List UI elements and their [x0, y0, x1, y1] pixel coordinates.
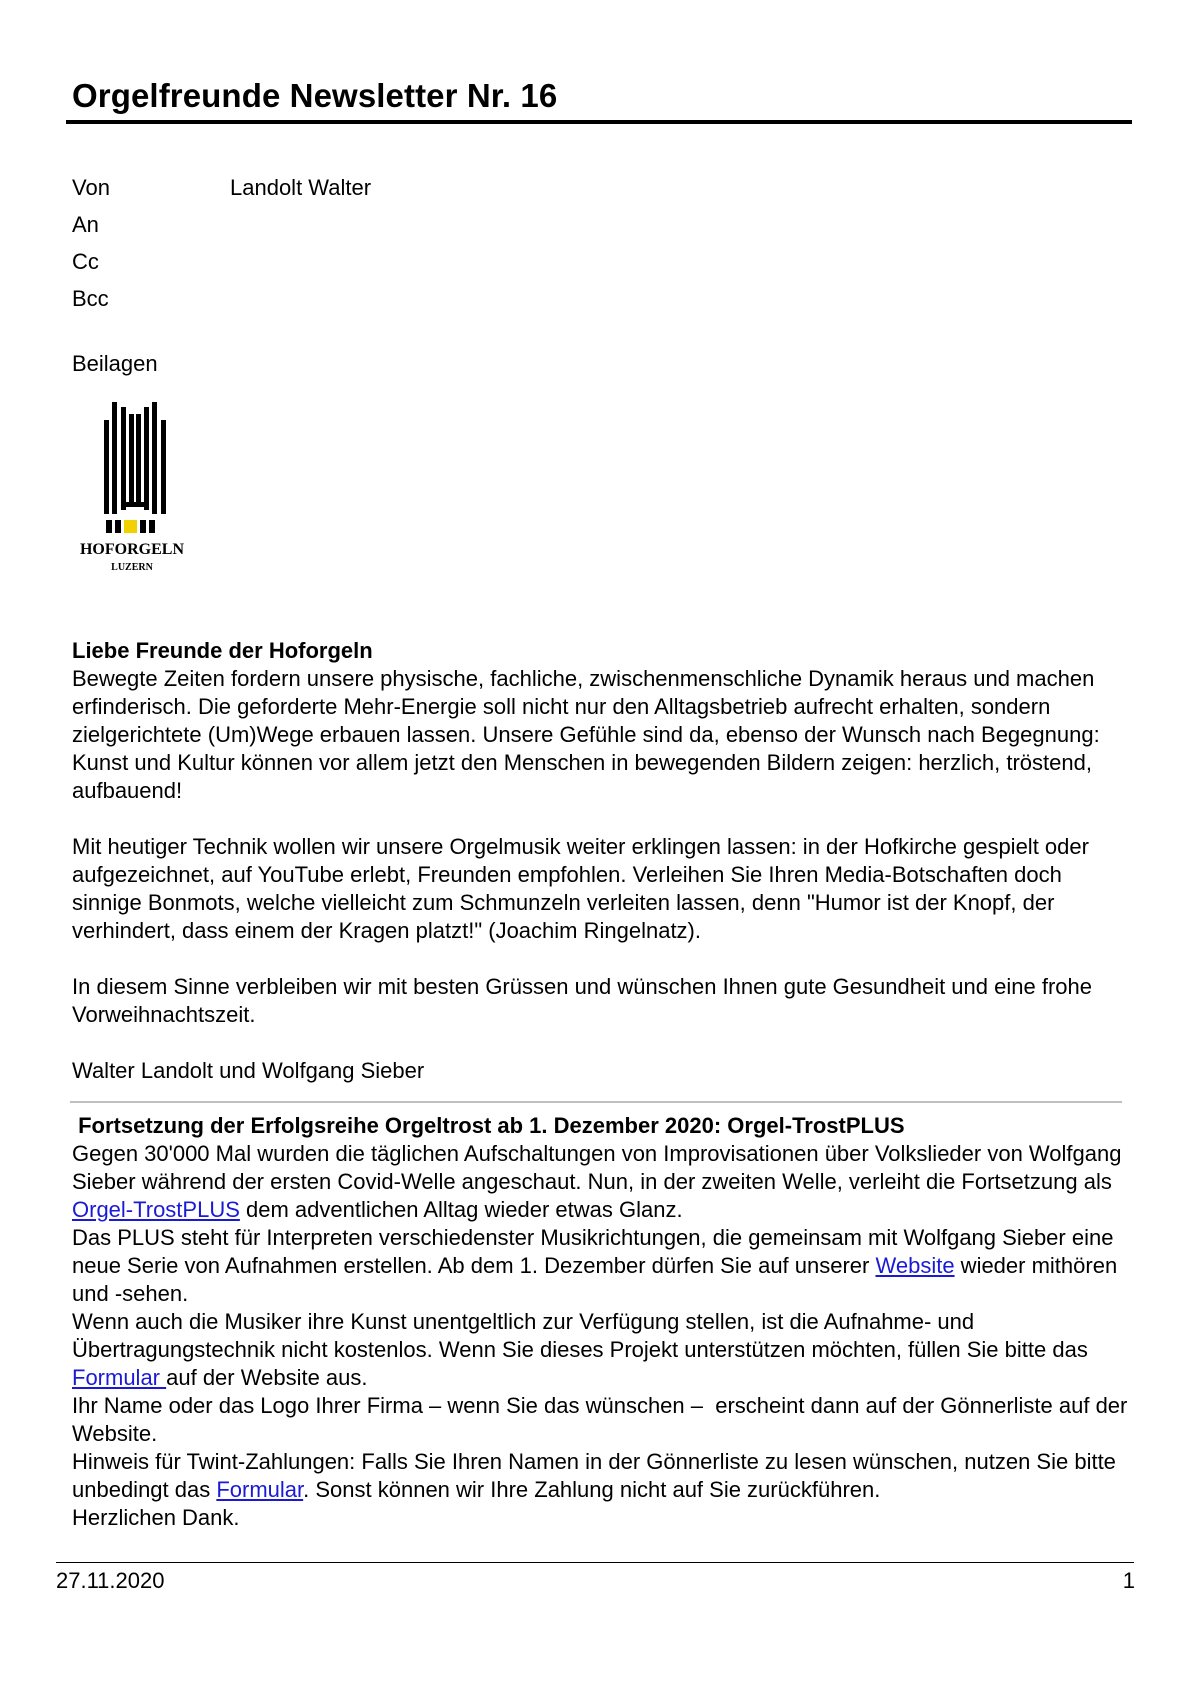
attachments-label: Beilagen — [72, 351, 158, 376]
section2-heading: Fortsetzung der Erfolgsreihe Orgeltrost ab 1. Dezember 2020: Orgel-TrostPLUS — [72, 1113, 905, 1138]
from-value: Landolt Walter — [230, 175, 372, 200]
website-link[interactable]: Website — [875, 1253, 955, 1278]
section2-text: wieder mithören und -sehen. — [72, 1253, 1118, 1306]
logo-accent — [124, 520, 137, 533]
logo-sub-text: LUZERN — [111, 562, 153, 573]
formular-link-twint[interactable]: Formular — [216, 1477, 304, 1502]
section2-paragraph-3 — [72, 1308, 1132, 1392]
hoforgeln-logo — [70, 402, 194, 582]
greeting-heading: Liebe Freunde der Hoforgeln — [72, 638, 373, 663]
section2-text: Gegen 30'000 Mal wurden die täglichen Aufschaltungen von Improvisationen über Volkslieder von Wolfgang Sieber während der ersten Covid-Welle angeschaut. Nun, in der zweiten Welle, verleiht die Fortsetzung als — [72, 1141, 1122, 1194]
section2-text: Wenn auch die Musiker ihre Kunst unentgeltlich zur Verfügung stellen, ist die Aufnahme- und Übertragungstechnik nicht kostenlos. Wenn Sie dieses Projekt unterstützen möchten, füllen Sie bitte das — [72, 1309, 1088, 1362]
formular-link[interactable]: Formular — [72, 1365, 167, 1390]
section2-text: auf der Website aus. — [166, 1365, 368, 1390]
to-label: An — [72, 212, 99, 237]
section2-paragraph-5 — [72, 1448, 1132, 1504]
logo-name-text: HOFORGELN — [79, 541, 185, 558]
section2-text: dem adventlichen Alltag wieder etwas Glanz. — [239, 1197, 683, 1222]
signature: Walter Landolt und Wolfgang Sieber — [72, 1058, 425, 1083]
greeting-paragraph-2: Mit heutiger Technik wollen wir unsere Orgelmusik weiter erklingen lassen: in der Hofkirche gespielt oder aufgezeichnet, auf YouTube erlebt, Freunden empfohlen. Verleihen Sie Ihren Media-Botschaften doch sinnige Bonmots, welche vielleicht zum Schmunzeln verleiten lassen, denn "Humor ist der Knopf, der verhindert, dass einem der Kragen platzt!" (Joachim Ringelnatz). — [72, 834, 1089, 943]
greeting-paragraph-3: In diesem Sinne verbleiben wir mit besten Grüssen und wünschen Ihnen gute Gesundheit und eine frohe Vorweihnachtszeit. — [72, 974, 1092, 1027]
section2-text: Hinweis für Twint-Zahlungen: Falls Sie Ihren Namen in der Gönnerliste zu lesen wünschen, nutzen Sie bitte unbedingt das — [72, 1449, 1116, 1502]
section2-paragraph-4: Ihr Name oder das Logo Ihrer Firma – wenn Sie das wünschen – erscheint dann auf der Gönnerliste auf der Website. — [72, 1393, 1134, 1446]
orgeltrost-section — [72, 1112, 1132, 1532]
page-title: Orgelfreunde Newsletter Nr. 16 — [72, 77, 558, 114]
footer-page-number: 1 — [1122, 1568, 1135, 1593]
section2-text: Das PLUS steht für Interpreten verschiedenster Musikrichtungen, die gemeinsam mit Wolfgang Sieber eine neue Serie von Aufnahmen erstellen. Ab dem 1. Dezember dürfen Sie auf unserer — [72, 1225, 1114, 1278]
orgel-trostplus-link[interactable]: Orgel-TrostPLUS — [72, 1197, 240, 1222]
bcc-label: Bcc — [72, 286, 109, 311]
title-underline — [66, 120, 1132, 124]
section2-thanks: Herzlichen Dank. — [72, 1505, 240, 1530]
section2-paragraph-2 — [72, 1224, 1132, 1308]
greeting-paragraph-1: Bewegte Zeiten fordern unsere physische, fachliche, zwischenmenschliche Dynamik heraus und machen erfinderisch. Die geforderte Mehr-Energie soll nicht nur den Alltagsbetrieb aufrecht erhalten, sondern zielgerichtete (Um)Wege erbauen lassen. Unsere Gefühle sind da, ebenso der Wunsch nach Begegnung: Kunst und Kultur können vor allem jetzt den Menschen in bewegenden Bildern zeigen: herzlich, tröstend, aufbauend! — [72, 666, 1100, 803]
section-separator — [70, 1101, 1122, 1103]
footer-rule — [56, 1562, 1134, 1563]
cc-label: Cc — [72, 249, 99, 274]
footer-date: 27.11.2020 — [56, 1568, 165, 1593]
from-label: Von — [72, 175, 110, 200]
section2-text: . Sonst können wir Ihre Zahlung nicht auf Sie zurückführen. — [303, 1477, 881, 1502]
greeting-section — [72, 637, 1132, 1085]
section2-paragraph-1 — [72, 1140, 1132, 1224]
